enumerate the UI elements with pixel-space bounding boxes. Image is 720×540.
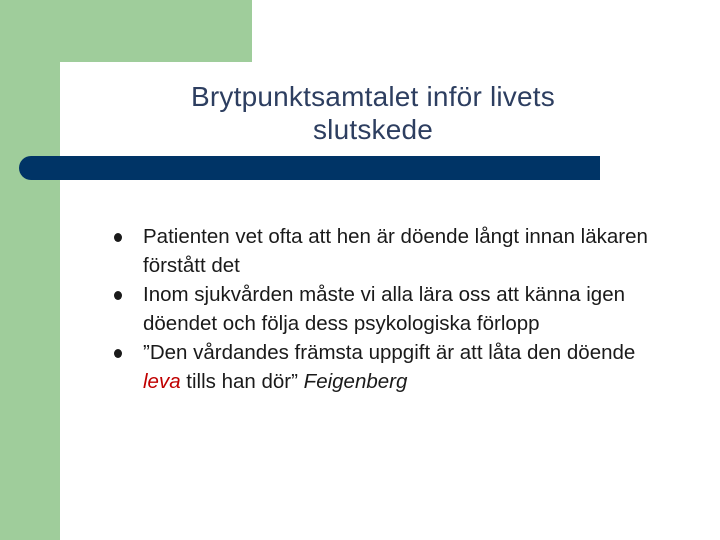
slide-title [100, 80, 646, 146]
bullet-dot-icon [114, 233, 122, 242]
quote-author: Feigenberg [303, 370, 408, 393]
slide-title-line-2: slutskede [312, 114, 434, 145]
quote-text-end: tills han dör” [180, 370, 304, 393]
bullet-dot-icon [114, 291, 122, 300]
slide-title-line-1: Brytpunktsamtalet inför livets [191, 81, 555, 112]
bullet-item-1 [114, 222, 674, 280]
bullet-item-3 [114, 338, 674, 396]
title-underline-bar [19, 156, 600, 180]
bullet-text-1: Patienten vet ofta att hen är döende långt innan läkaren förstått det [143, 225, 648, 277]
bullet-text-2: Inom sjukvården måste vi alla lära oss att känna igen döendet och följa dess psykologiska förlopp [143, 283, 626, 335]
quote-text-start: ”Den vårdandes främsta uppgift är att låta den döende [143, 341, 636, 364]
bullet-list [114, 222, 674, 396]
bullet-item-2 [114, 280, 674, 338]
decorative-green-left-strip [0, 0, 60, 540]
bullet-dot-icon [114, 349, 122, 358]
quote-emphasis-word: leva [143, 370, 181, 393]
